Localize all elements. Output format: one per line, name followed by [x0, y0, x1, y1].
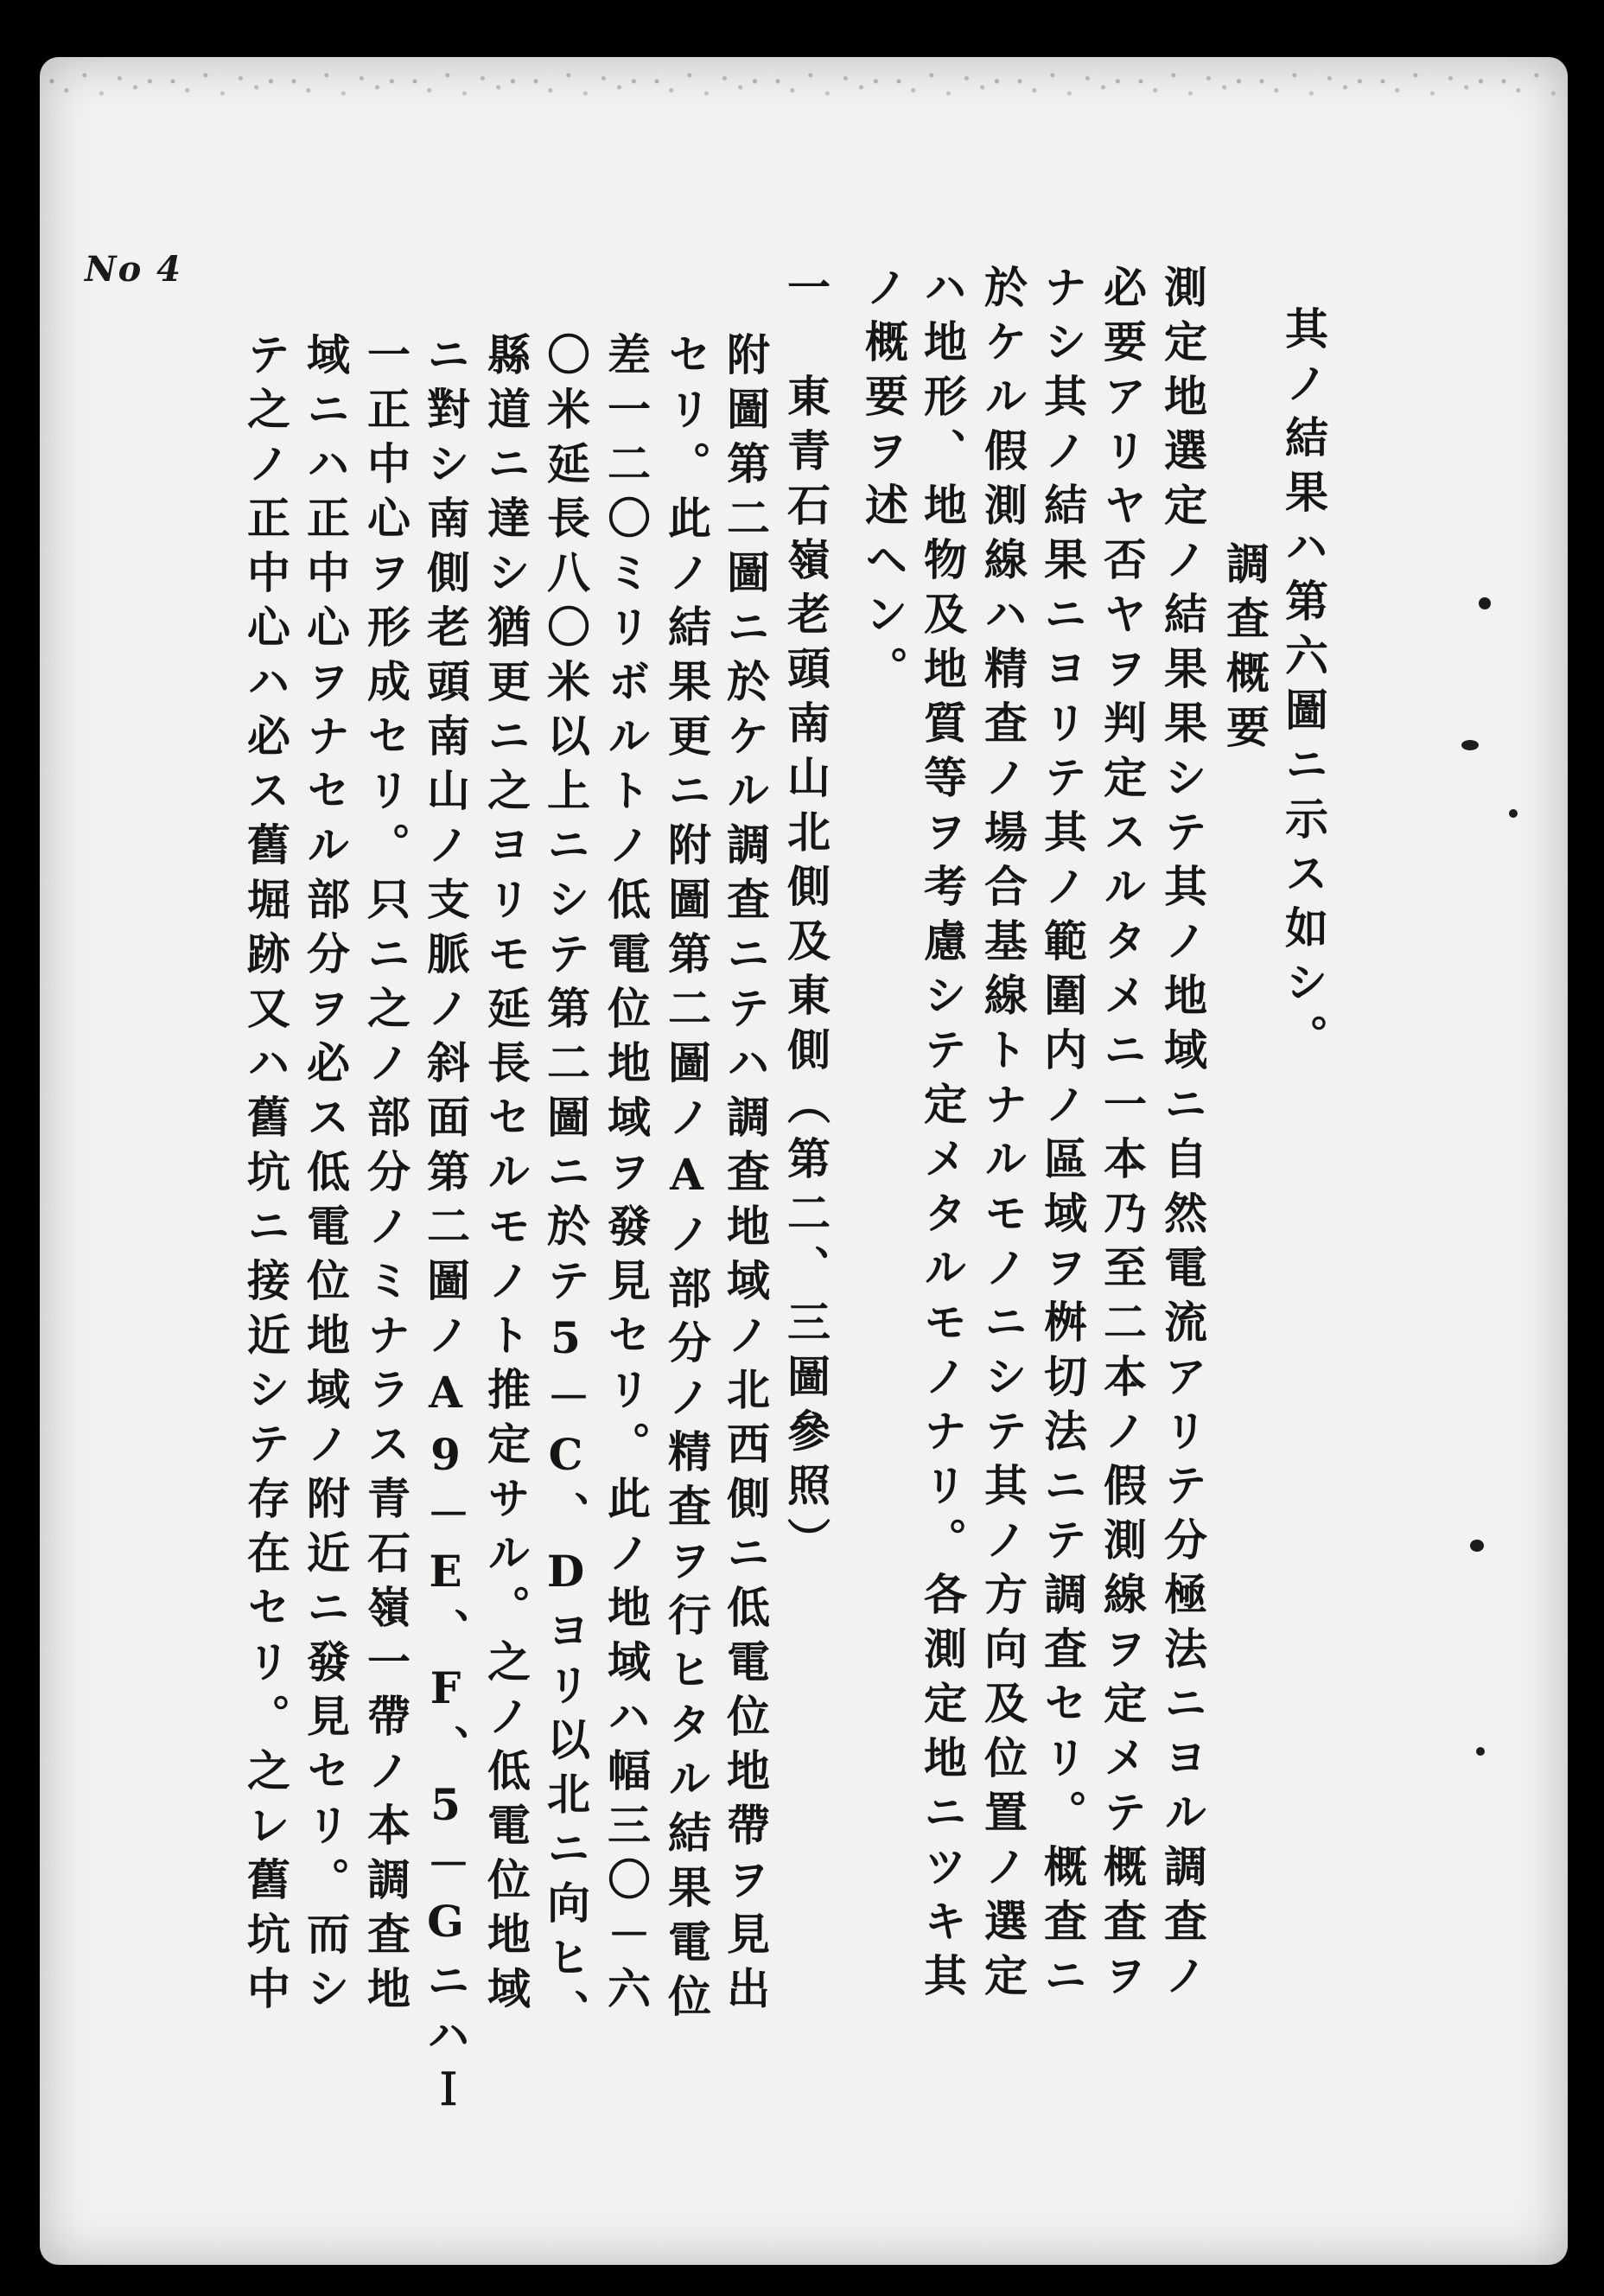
text-line-12: 差一二〇ミリボルトノ低電位地域ヲ發見セリ。此ノ地域ハ幅三〇－六: [601, 332, 652, 2020]
section-heading: 調査概要: [1219, 541, 1270, 759]
text-line-15: ニ對シ南側老頭南山ノ支脈ノ斜面第二圖ノA9－E、F、5－GニハＩ: [420, 332, 471, 2121]
text-line-17: 域ニハ正中心ヲナセル部分ヲ必ス低電位地域ノ附近ニ發見セリ。而シ: [300, 332, 351, 2020]
text-line-7: ハ地形、地物及地質等ヲ考慮シテ定メタルモノナリ。各測定地ニツキ其: [917, 265, 968, 2007]
text-line-14: 縣道ニ達シ猶更ニ之ヨリモ延長セルモノト推定サル。之ノ低電位地域: [481, 332, 531, 2020]
text-line-13: 〇米延長八〇米以上ニシテ第二圖ニ於テ5－C、Dヨリ以北ニ向ヒ、: [540, 332, 591, 2044]
scan-blemish: [1470, 1540, 1484, 1552]
scan-blemish: [1461, 740, 1479, 750]
text-line-11: セリ。此ノ結果更ニ附圖第二圖ノAノ部分ノ精査ヲ行ヒタル結果電位: [661, 332, 712, 2028]
subsection-heading: 一 東青石嶺老頭南山北側及東側（第二、三圖參照）: [780, 265, 831, 1572]
scan-speckle: [40, 57, 1568, 118]
text-line-18: テ之ノ正中心ハ必ス舊堀跡又ハ舊坑ニ接近シテ存在セリ。之レ舊坑中: [240, 332, 291, 2020]
text-line-5: ナシ其ノ結果ニヨリテ其ノ範圍内ノ區域ヲ桝切法ニテ調査セリ。概査ニ: [1037, 265, 1088, 2007]
text-line-3: 測定地選定ノ結果果シテ其ノ地域ニ自然電流アリテ分極法ニヨル調査ノ: [1157, 265, 1208, 2007]
text-line-1: 其ノ結果ハ第六圖ニ示ス如シ。: [1278, 306, 1329, 1068]
scan-blemish: [1509, 809, 1518, 818]
text-line-10: 附圖第二圖ニ於ケル調査ニテハ調査地域ノ北西側ニ低電位地帶ヲ見出: [720, 332, 771, 2020]
text-line-16: 一正中心ヲ形成セリ。只ニ之ノ部分ノミナラス青石嶺一帶ノ本調査地: [360, 332, 411, 2020]
text-line-6: 於ケル假測線ハ精査ノ場合基線トナルモノニシテ其ノ方向及位置ノ選定: [977, 265, 1028, 2007]
document-page: [40, 57, 1568, 2265]
scan-blemish: [1479, 597, 1491, 609]
page-number: No 4: [85, 249, 182, 290]
text-line-8: ノ概要ヲ述ヘン。: [858, 265, 909, 700]
text-line-4: 必要アリヤ否ヤヲ判定スルタメニ一本乃至二本ノ假測線ヲ定メテ概査ヲ: [1097, 265, 1148, 2007]
scan-blemish: [1476, 1747, 1485, 1756]
